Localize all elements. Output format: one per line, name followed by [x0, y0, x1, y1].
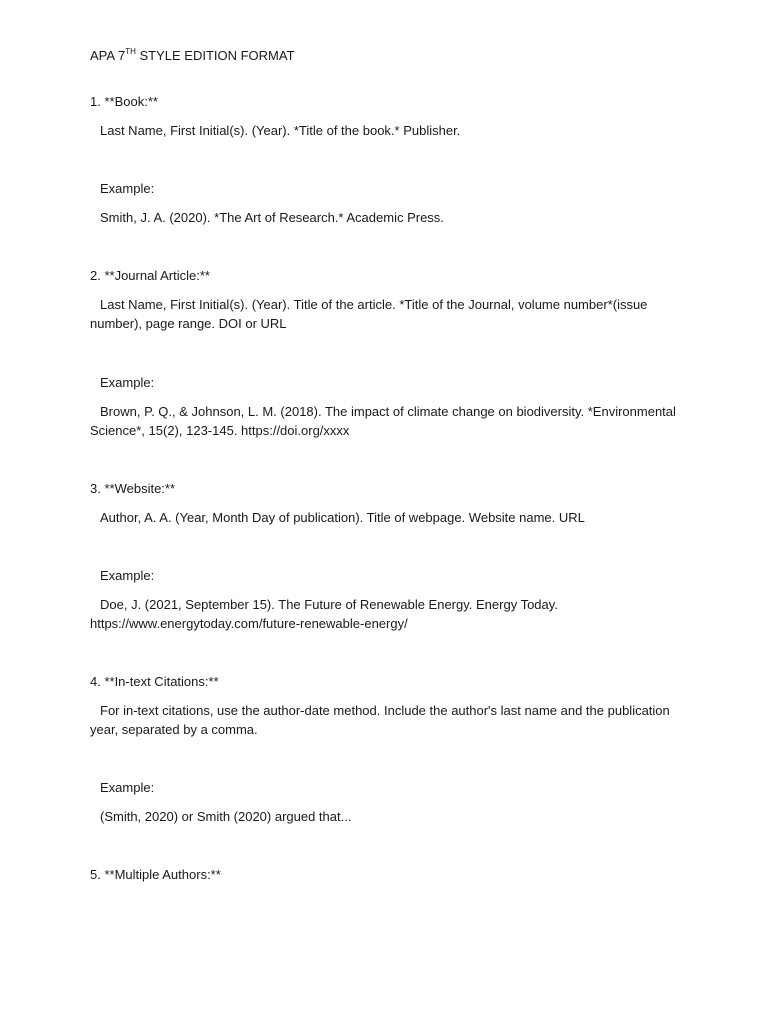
- example-label-website: Example:: [100, 568, 155, 583]
- title-superscript: TH: [125, 47, 136, 56]
- example-book: Smith, J. A. (2020). *The Art of Research.* Academic Press.: [100, 210, 444, 225]
- example-label-in-text-citations: Example:: [100, 780, 155, 795]
- example-website: Doe, J. (2021, September 15). The Future of Renewable Energy. Energy Today. https://www.energytoday.com/future-renewable-energy/: [90, 597, 558, 631]
- format-website: Author, A. A. (Year, Month Day of publication). Title of webpage. Website name. URL: [100, 510, 585, 525]
- title-prefix: APA 7: [90, 48, 126, 63]
- example-in-text-citations: (Smith, 2020) or Smith (2020) argued that...: [100, 809, 352, 824]
- document-title: [90, 46, 680, 65]
- section-heading-journal-article: 2. **Journal Article:**: [90, 268, 210, 283]
- example-label-book: Example:: [100, 181, 155, 196]
- section-heading-website: 3. **Website:**: [90, 481, 176, 496]
- section-heading-multiple-authors: 5. **Multiple Authors:**: [90, 867, 221, 882]
- format-journal-article: Last Name, First Initial(s). (Year). Title of the article. *Title of the Journal, volume number*(issue number), page range. DOI or URL: [90, 297, 648, 331]
- section-heading-in-text-citations: 4. **In-text Citations:**: [90, 674, 219, 689]
- title-suffix: STYLE EDITION FORMAT: [135, 48, 295, 63]
- example-journal-article: Brown, P. Q., & Johnson, L. M. (2018). The impact of climate change on biodiversity. *Environmental Science*, 15(2), 123-145. https://doi.org/xxxx: [90, 404, 676, 438]
- section-heading-book: 1. **Book:**: [90, 94, 158, 109]
- format-book: Last Name, First Initial(s). (Year). *Title of the book.* Publisher.: [100, 123, 461, 138]
- format-in-text-citations: For in-text citations, use the author-date method. Include the author's last name and the publication year, separated by a comma.: [90, 703, 670, 737]
- example-label-journal-article: Example:: [100, 375, 155, 390]
